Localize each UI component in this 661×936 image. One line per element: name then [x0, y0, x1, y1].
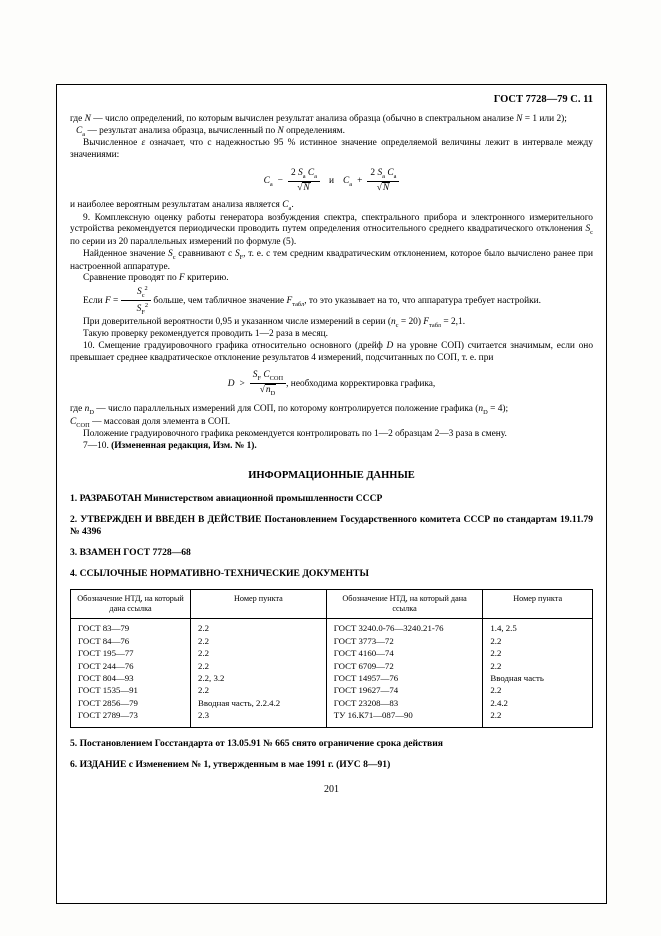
math-var: S — [377, 167, 383, 178]
fraction-denominator — [288, 182, 320, 194]
amendment-note: (Измененная редакция, Изм. № 1). — [111, 440, 257, 451]
paragraph-most-probable — [70, 200, 593, 213]
ref-entry: ГОСТ 2789—73 — [78, 710, 138, 721]
minus-sign: − — [277, 175, 283, 186]
document-frame — [56, 84, 607, 904]
clause-entry: 2.2 — [490, 635, 502, 646]
info-item-1: 1. РАЗРАБОТАН Министерством авиационной промышленности СССР — [70, 492, 383, 504]
ref-entry: ГОСТ 84—76 — [78, 635, 130, 646]
clause-entry: 2.2 — [198, 660, 210, 671]
math-subscript: D — [89, 408, 94, 416]
math-subscript: а — [349, 180, 353, 188]
text-run: При доверительной вероятности 0,95 и указанном числе измерений в серии ( — [83, 316, 391, 327]
conjunction-and: и — [328, 175, 335, 186]
clause-entry: 2.2 — [490, 660, 502, 671]
fraction-denominator — [367, 182, 399, 194]
math-var: C — [76, 125, 83, 136]
math-subscript: табл — [429, 321, 441, 329]
math-var: N — [382, 182, 390, 193]
text-run: критерию. — [184, 273, 229, 284]
math-var: n — [265, 385, 271, 396]
math-var: F — [179, 273, 185, 284]
fraction-numerator — [250, 370, 286, 384]
ref-entry: ГОСТ 244—76 — [78, 660, 134, 671]
clause-entry: 2.2 — [198, 623, 210, 634]
text-run: — массовая доля элемента в СОП. — [89, 416, 231, 427]
clause-column-right — [483, 619, 593, 728]
formula-confidence-interval — [70, 168, 593, 194]
clause-entry: 2.2 — [198, 635, 210, 646]
math-var: C — [343, 175, 350, 186]
fraction — [288, 168, 320, 194]
math-var: C — [70, 416, 77, 427]
radicand — [302, 182, 310, 193]
ref-entry: ГОСТ 3240.0-76—3240.21-76 — [333, 623, 444, 634]
text-run: означает, что с надежностью 95 % истинное значение определяемой величины лежит в интервале между значениями: — [70, 138, 593, 161]
clause-entry: 2.2, 3.2 — [198, 672, 225, 683]
math-subscript: СОП — [76, 421, 90, 429]
paragraph-csop-definition — [70, 417, 593, 430]
math-subscript: а — [382, 172, 385, 180]
clause-entry: Вводная часть — [490, 672, 544, 683]
fraction — [367, 168, 399, 194]
math-var: S — [168, 248, 173, 259]
text-run: по серии из 20 параллельных измерений по формуле (5). — [70, 237, 297, 248]
column-header-clause-left: Номер пункта — [191, 589, 327, 619]
text-run: сравнивают с — [175, 248, 235, 259]
fraction — [250, 370, 286, 397]
radical-sign: √ — [297, 182, 303, 193]
fraction-numerator — [288, 168, 320, 182]
text-run: Сравнение проводят по — [83, 273, 179, 284]
info-item-5: 5. Постановлением Госстандарта от 13.05.91 № 665 снято ограничение срока действия — [70, 737, 443, 749]
text-run: где — [70, 403, 85, 414]
math-var: N — [84, 114, 91, 124]
math-subscript: а — [302, 172, 306, 180]
math-var: N — [516, 114, 523, 124]
text-run: = 2,1. — [441, 316, 466, 327]
ref-entry: ГОСТ 19627—74 — [333, 685, 399, 696]
clause-entry: Вводная часть, 2.2.4.2 — [198, 697, 281, 708]
text-run: = — [110, 295, 121, 306]
text-run: 7—10. — [83, 440, 112, 451]
text-run: Вычисленное — [83, 138, 142, 149]
paragraph-where-nd — [70, 404, 593, 417]
info-item-3: 3. ВЗАМЕН ГОСТ 7728—68 — [70, 546, 191, 558]
paragraph-epsilon — [70, 138, 593, 161]
paragraph-f-ratio — [70, 285, 593, 317]
math-var: F — [286, 295, 293, 306]
math-subscript: с — [395, 321, 399, 329]
math-var: D — [386, 340, 394, 351]
math-var: N — [277, 125, 284, 136]
text-run: = 4); — [487, 403, 509, 414]
ref-entry: ГОСТ 2856—79 — [78, 697, 138, 708]
math-subscript: а — [82, 130, 86, 138]
ref-entry: ГОСТ 14957—76 — [333, 672, 399, 683]
math-var: D — [227, 379, 235, 390]
math-subscript: F — [257, 375, 262, 383]
ref-entry: ГОСТ 4160—74 — [333, 648, 394, 659]
paragraph-check-monthly — [70, 329, 593, 341]
math-var: S — [136, 304, 142, 315]
math-superscript: 2 — [144, 302, 149, 310]
text-run: и наиболее вероятным результатам анализа является — [70, 199, 283, 210]
clause-entry: 2.2 — [490, 685, 502, 696]
references-table-body — [71, 619, 593, 728]
math-subscript: а — [393, 172, 397, 180]
ref-entry: ГОСТ 83—79 — [78, 623, 130, 634]
references-table — [70, 589, 593, 728]
math-var: S — [137, 286, 142, 297]
math-subscript: а — [288, 204, 292, 212]
text-run: 10. Смещение градуировочного графика относительно основного (дрейф — [83, 340, 387, 351]
ref-entry: ГОСТ 1535—91 — [78, 685, 138, 696]
math-subscript: F — [239, 253, 244, 261]
paragraph-f-criterion — [70, 273, 593, 285]
text-run: на уровне СОП) считается значимым, если оно превышает среднее квадратическое отклонение результатов 4 измерений, подсчитанных по СОП, т. е. при — [70, 340, 594, 363]
math-var: ε — [141, 138, 146, 149]
math-var: S — [234, 248, 240, 259]
paragraph-comparison — [70, 249, 593, 273]
document-content — [57, 114, 606, 796]
fraction-numerator — [367, 168, 399, 182]
math-var: F — [423, 316, 430, 327]
paragraph-ca-definition — [70, 126, 593, 139]
clause-entry: 2.2 — [198, 648, 210, 659]
paragraph-graph-control — [70, 429, 593, 441]
fraction-denominator — [250, 384, 286, 397]
ref-entry: ТУ 16.К71—087—90 — [333, 710, 413, 721]
math-subscript: с — [590, 229, 593, 237]
math-var: C — [387, 167, 394, 178]
radical-sign: √ — [376, 182, 382, 193]
paragraph-where-n — [70, 114, 593, 126]
radicand — [382, 182, 390, 193]
text-run: — результат анализа образца, вычисленный по — [85, 125, 278, 136]
math-var: S — [585, 224, 591, 235]
text-run: 2 — [290, 167, 298, 178]
page-header: ГОСТ 7728—79 С. 11 — [493, 94, 593, 105]
text-run: = 1 или 2); — [522, 114, 567, 124]
clause-column-left — [191, 619, 327, 728]
math-var: S — [298, 167, 303, 178]
ref-entry: ГОСТ 23208—83 — [333, 697, 399, 708]
math-var: C — [263, 370, 270, 381]
math-subscript: а — [314, 172, 317, 180]
ntd-column-right — [326, 619, 483, 728]
math-var: n — [478, 403, 484, 414]
fraction — [121, 285, 151, 317]
ref-entry: ГОСТ 804—93 — [78, 672, 134, 683]
text-run: 2 — [370, 167, 378, 178]
radical-sign: √ — [259, 385, 265, 396]
text-run: Положение градуировочного графика рекомендуется контролировать по 1—2 образцам 2—3 раза в смену. — [83, 429, 507, 440]
fraction-numerator — [121, 285, 151, 301]
math-subscript: F — [141, 309, 145, 317]
text-run: . — [291, 199, 294, 210]
section-title-info-data: ИНФОРМАЦИОННЫЕ ДАННЫЕ — [248, 469, 415, 481]
page-number: 201 — [324, 783, 339, 795]
ref-entry: ГОСТ 6709—72 — [333, 660, 394, 671]
clause-entry: 1.4, 2.5 — [490, 623, 517, 634]
text-run: больше, чем табличное значение — [151, 295, 287, 306]
text-run: , необходима корректировка графика, — [286, 379, 436, 390]
math-subscript: табл — [292, 300, 305, 308]
math-var: N — [303, 182, 310, 193]
fraction-denominator — [121, 301, 151, 316]
math-subscript: с — [141, 291, 145, 299]
paragraph-item-10 — [70, 341, 593, 364]
text-run: = 20) — [398, 316, 424, 327]
math-subscript: D — [270, 390, 276, 398]
text-run: , т. е. с тем средним квадратическим отклонением, которое было вычислено ранее при настроенной аппаратуре. — [70, 248, 593, 272]
info-item-4: 4. ССЫЛОЧНЫЕ НОРМАТИВНО-ТЕХНИЧЕСКИЕ ДОКУМЕНТЫ — [70, 567, 369, 579]
text-run: где — [70, 114, 85, 124]
column-header-ntd-left: Обозначение НТД, на который дана ссылка — [71, 589, 191, 619]
math-subscript: а — [269, 180, 273, 188]
column-header-ntd-right: Обозначение НТД, на который дана ссылка — [326, 589, 483, 619]
ntd-column-left — [71, 619, 191, 728]
column-header-clause-right: Номер пункта — [483, 589, 593, 619]
clause-entry: 2.4.2 — [490, 697, 508, 708]
math-var: C — [307, 167, 315, 178]
text-run: Если — [83, 295, 105, 306]
references-table-header — [71, 589, 593, 619]
ref-entry: ГОСТ 195—77 — [78, 648, 134, 659]
text-run: 9. Комплексную оценку работы генератора возбуждения спектра, спектрального прибора и электронного измерительного устройства рекомендуется периодически проводить путем определения относительного среднего квадратического отклонения — [70, 212, 593, 235]
paragraph-item-9 — [70, 213, 593, 249]
math-subscript: с — [172, 253, 176, 261]
math-subscript: СОП — [269, 375, 284, 383]
math-var: C — [282, 199, 289, 210]
math-var: C — [263, 175, 270, 186]
clause-entry: 2.2 — [198, 685, 210, 696]
math-subscript: D — [483, 408, 488, 416]
formula-drift — [70, 370, 593, 397]
clause-entry: 2.3 — [198, 710, 210, 721]
plus-sign: + — [357, 175, 363, 186]
math-var: S — [252, 370, 258, 381]
ref-entry: ГОСТ 3773—72 — [333, 635, 394, 646]
text-run: Найденное значение — [83, 248, 168, 259]
text-run: определениям. — [283, 125, 345, 136]
info-item-2: 2. УТВЕРЖДЕН И ВВЕДЕН В ДЕЙСТВИЕ Постановлением Государственного комитета СССР по стандартам 19.11.79 № 4396 — [70, 513, 593, 537]
math-superscript: 2 — [144, 284, 148, 292]
info-item-6: 6. ИЗДАНИЕ с Изменением № 1, утвержденным в мае 1991 г. (ИУС 8—91) — [70, 758, 391, 770]
radicand — [265, 384, 276, 398]
text-run: — число определений, по которым вычислен результат анализа образца (обычно в спектральном анализе — [90, 114, 517, 124]
paragraph-amended-edition — [70, 441, 593, 453]
math-var: n — [390, 316, 396, 327]
text-run: — число параллельных измерений для СОП, по которому контролируется положение графика ( — [93, 403, 479, 414]
math-var: n — [84, 403, 90, 414]
text-run: Такую проверку рекомендуется проводить 1—2 раза в месяц. — [83, 329, 329, 340]
clause-entry: 2.2 — [490, 648, 502, 659]
paragraph-probability — [70, 317, 593, 330]
clause-entry: 2.2 — [490, 710, 502, 721]
text-run: , то это указывает на то, что аппаратура требует настройки. — [304, 295, 542, 306]
greater-than-sign: > — [239, 379, 245, 390]
math-var: F — [104, 295, 111, 306]
